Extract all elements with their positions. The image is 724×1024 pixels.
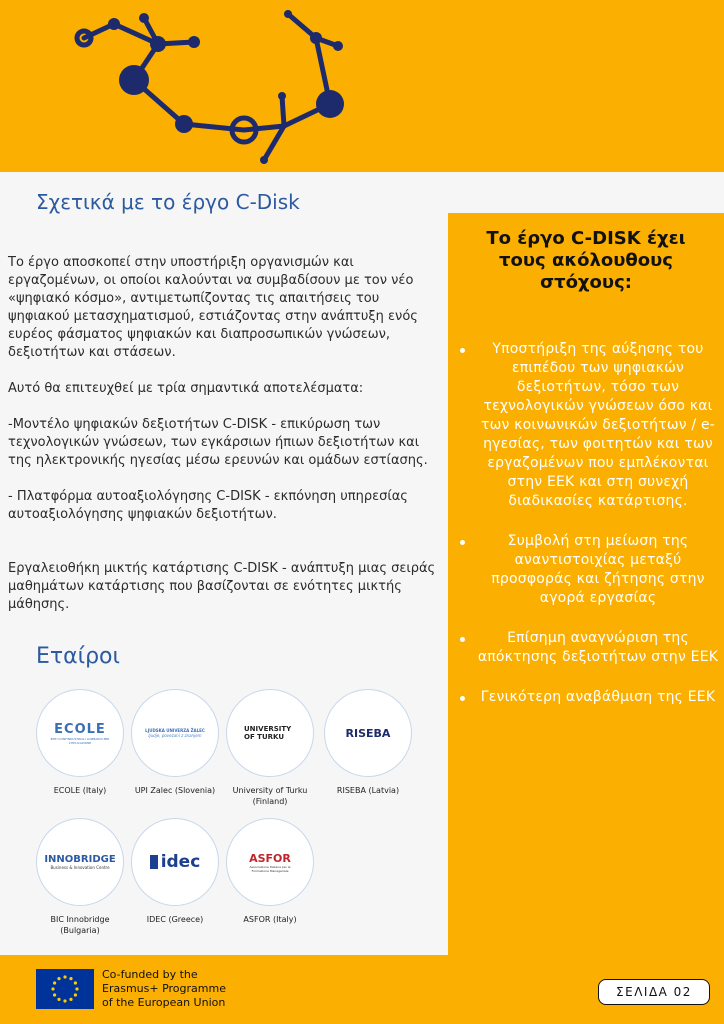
innobridge-logo-sub: Business & Innovation Centre [50, 865, 110, 870]
partner-logo-asfor [226, 818, 314, 906]
goal-item [452, 532, 720, 608]
ecole-logo-sub: ENTI CONFINDUSTRIALI LOMBARDI PER L'EDUCAZIONE [50, 736, 110, 745]
eu-funding-text [102, 968, 226, 1010]
upi-logo-text: LJUDSKA UNIVERZA ŽALEC [145, 728, 205, 733]
eu-line: Co-funded by the [102, 968, 198, 981]
goals-title: Το έργο C-DISK έχει τους ακόλουθους στόχους: [486, 228, 686, 293]
ecole-logo-text: ECOLE [54, 721, 106, 737]
goals-list [452, 340, 720, 728]
partner-ecole [30, 689, 130, 796]
partner-name: UPI Zalec (Slovenia) [134, 786, 216, 795]
goal-item [452, 340, 720, 511]
idec-mark [150, 855, 158, 869]
intro-paragraph: Αυτό θα επιτευχθεί με τρία σημαντικά αποτελέσματα: [8, 381, 364, 396]
riseba-logo-text: RISEBA [345, 726, 391, 740]
partner-name: RISEBA (Latvia) [336, 786, 400, 795]
intro-paragraph: Το έργο αποσκοπεί στην υποστήριξη οργανισμών και εργαζομένων, οι οποίοι καλούνται να συμβαδίσουν με τον νέο «ψηφιακό κόσμο», αντιμετωπίζοντας τις απαιτήσεις του ψηφιακού μετασχηματισμού, εστιάζοντας στην ανάπτυξη ενός ευρέος φάσματος ψηφιακών και διαπροσωπικών γνώσεων, δεξιοτήτων και στάσεων. [8, 255, 418, 360]
turku-logo-text: UNIVERSITY OF TURKU [244, 725, 292, 741]
goal-text: Συμβολή στη μείωση της αναντιστοιχίας μεταξύ προσφοράς και ζήτησης στην αγορά εργασίας [491, 533, 705, 606]
partners-title: Εταίροι [36, 644, 120, 669]
partner-logo-innobridge [36, 818, 124, 906]
bullet-icon [460, 348, 465, 353]
partner-name: BIC Innobridge (Bulgaria) [50, 915, 110, 935]
intro-paragraph: -Μοντέλο ψηφιακών δεξιοτήτων C-DISK - επικύρωση των τεχνολογικών γνώσεων, των εγκάρσιων ήπιων δεξιοτήτων και της ηλεκτρονικής ηγεσίας μέσω ερευνών και ομάδων εστίασης. [8, 417, 428, 468]
partner-logo-upi [131, 689, 219, 777]
asfor-logo-text: ASFOR [249, 851, 291, 865]
eu-flag-icon [36, 969, 94, 1009]
intro-paragraph: Εργαλειοθήκη μικτής κατάρτισης C-DISK - ανάπτυξη μιας σειράς μαθημάτων κατάρτισης που βασίζονται σε ενότητες μικτής μάθησης. [8, 561, 436, 612]
eu-line: Erasmus+ Programme [102, 982, 226, 995]
goal-text: Γενικότερη αναβάθμιση της ΕΕΚ [480, 689, 716, 705]
partner-logo-idec [131, 818, 219, 906]
innobridge-logo-text: INNOBRIDGE [44, 854, 116, 865]
goal-item [452, 629, 720, 667]
partner-innobridge [30, 818, 130, 936]
goal-item [452, 688, 720, 707]
bullet-icon [460, 637, 465, 642]
partner-logo-riseba [324, 689, 412, 777]
partner-name: IDEC (Greece) [146, 915, 204, 924]
upi-logo-sub: ljudje, povezani z znanjem [148, 733, 202, 738]
page-number-badge: ΣΕΛΙΔΑ 02 [598, 979, 710, 1005]
eu-stars-icon [36, 969, 94, 1009]
partner-logo-turku [226, 689, 314, 777]
goal-text: Υποστήριξη της αύξησης του επιπέδου των ψηφιακών δεξιοτήτων, τόσο των τεχνολογικών γνώσεων όσο και των κοινωνικών δεξιοτήτων / e-ηγεσίας, των φοιτητών και των εργαζομένων που εμπλέκονται στην ΕΕΚ και στη συνεχή διαδικασίες κατάρτισης. [480, 341, 716, 509]
partner-upi [125, 689, 225, 796]
idec-logo-text: idec [160, 852, 201, 872]
partner-idec [125, 818, 225, 925]
bullet-icon [460, 696, 465, 701]
intro-paragraph: - Πλατφόρμα αυτοαξιολόγησης C-DISK - εκπόνηση υπηρεσίας αυτοαξιολόγησης ψηφιακών δεξιοτήτων. [8, 489, 408, 522]
partner-name: University of Turku (Finland) [232, 786, 308, 806]
partner-name: ASFOR (Italy) [243, 915, 297, 924]
header-band [0, 0, 724, 172]
partner-name: ECOLE (Italy) [53, 786, 107, 795]
intro-text [8, 254, 440, 614]
partner-turku [220, 689, 320, 807]
partner-logo-ecole [36, 689, 124, 777]
eu-line: of the European Union [102, 996, 226, 1009]
partner-riseba [318, 689, 418, 796]
page-title: Σχετικά με το έργο C-Disk [36, 190, 300, 214]
goal-text: Επίσημη αναγνώριση της απόκτησης δεξιοτήτων στην ΕΕΚ [477, 630, 719, 665]
bullet-icon [460, 540, 465, 545]
partner-asfor [220, 818, 320, 925]
asfor-logo-sub: Associazione Italiana per la Formazione Manageriale [249, 864, 291, 873]
network-graphic [60, 0, 380, 172]
